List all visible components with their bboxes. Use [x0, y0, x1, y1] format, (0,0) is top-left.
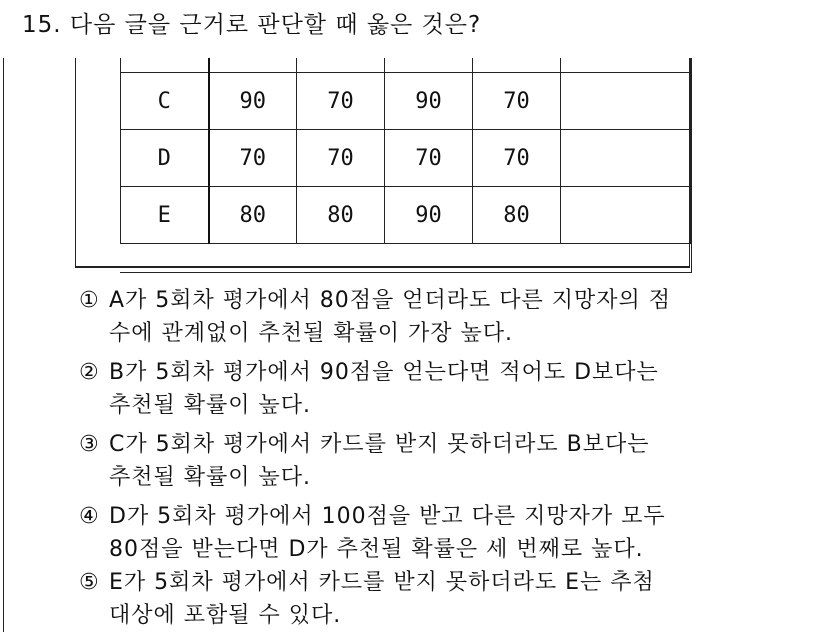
score-cell: 90 [209, 73, 297, 130]
option-text: 수에 관계없이 추천될 확률이 가장 높다. [109, 321, 513, 346]
candidate-name-cell: E [121, 187, 209, 244]
candidate-name-cell: D [121, 130, 209, 187]
option-text: C가 5회차 평가에서 카드를 받지 못하더라도 B보다는 [109, 432, 650, 457]
option-number: ② [79, 360, 100, 385]
option-text: 추천될 확률이 높다. [109, 393, 311, 418]
score-cell: 80 [473, 187, 561, 244]
option-text: 대상에 포함될 수 있다. [109, 603, 342, 628]
question-title: 15. 다음 글을 근거로 판단할 때 옳은 것은? [22, 12, 482, 38]
score-cell: 90 [385, 187, 473, 244]
score-cell: 70 [385, 130, 473, 187]
score-cell: 70 [297, 130, 385, 187]
score-cell: 90 [385, 73, 473, 130]
option-number: ① [79, 288, 100, 313]
answer-option-1[interactable] [79, 284, 779, 350]
option-text: B가 5회차 평가에서 90점을 얻는다면 적어도 D보다는 [109, 360, 659, 385]
option-number: ③ [79, 432, 100, 457]
option-text: A가 5회차 평가에서 80점을 얻더라도 다른 지망자의 점 [109, 288, 672, 313]
option-number: ⑤ [79, 570, 100, 595]
answer-option-4[interactable] [79, 500, 779, 566]
option-text: E가 5회차 평가에서 카드를 받지 못하더라도 E는 추첨 [109, 570, 655, 595]
option-text: 추천될 확률이 높다. [109, 465, 311, 490]
score-cell: 70 [473, 130, 561, 187]
candidate-name-cell: C [121, 73, 209, 130]
option-number: ④ [79, 504, 100, 529]
option-text: 80점을 받는다면 D가 추천될 확률은 세 번째로 높다. [109, 537, 644, 562]
option-text: D가 5회차 평가에서 100점을 받고 다른 지망자가 모두 [109, 504, 666, 529]
score-cell: 70 [209, 130, 297, 187]
answer-option-3[interactable] [79, 428, 779, 494]
answer-option-2[interactable] [79, 356, 779, 422]
answer-option-5[interactable] [79, 566, 779, 632]
score-cell: 80 [297, 187, 385, 244]
score-cell: 70 [473, 73, 561, 130]
score-cell: 70 [297, 73, 385, 130]
score-cell: 80 [209, 187, 297, 244]
